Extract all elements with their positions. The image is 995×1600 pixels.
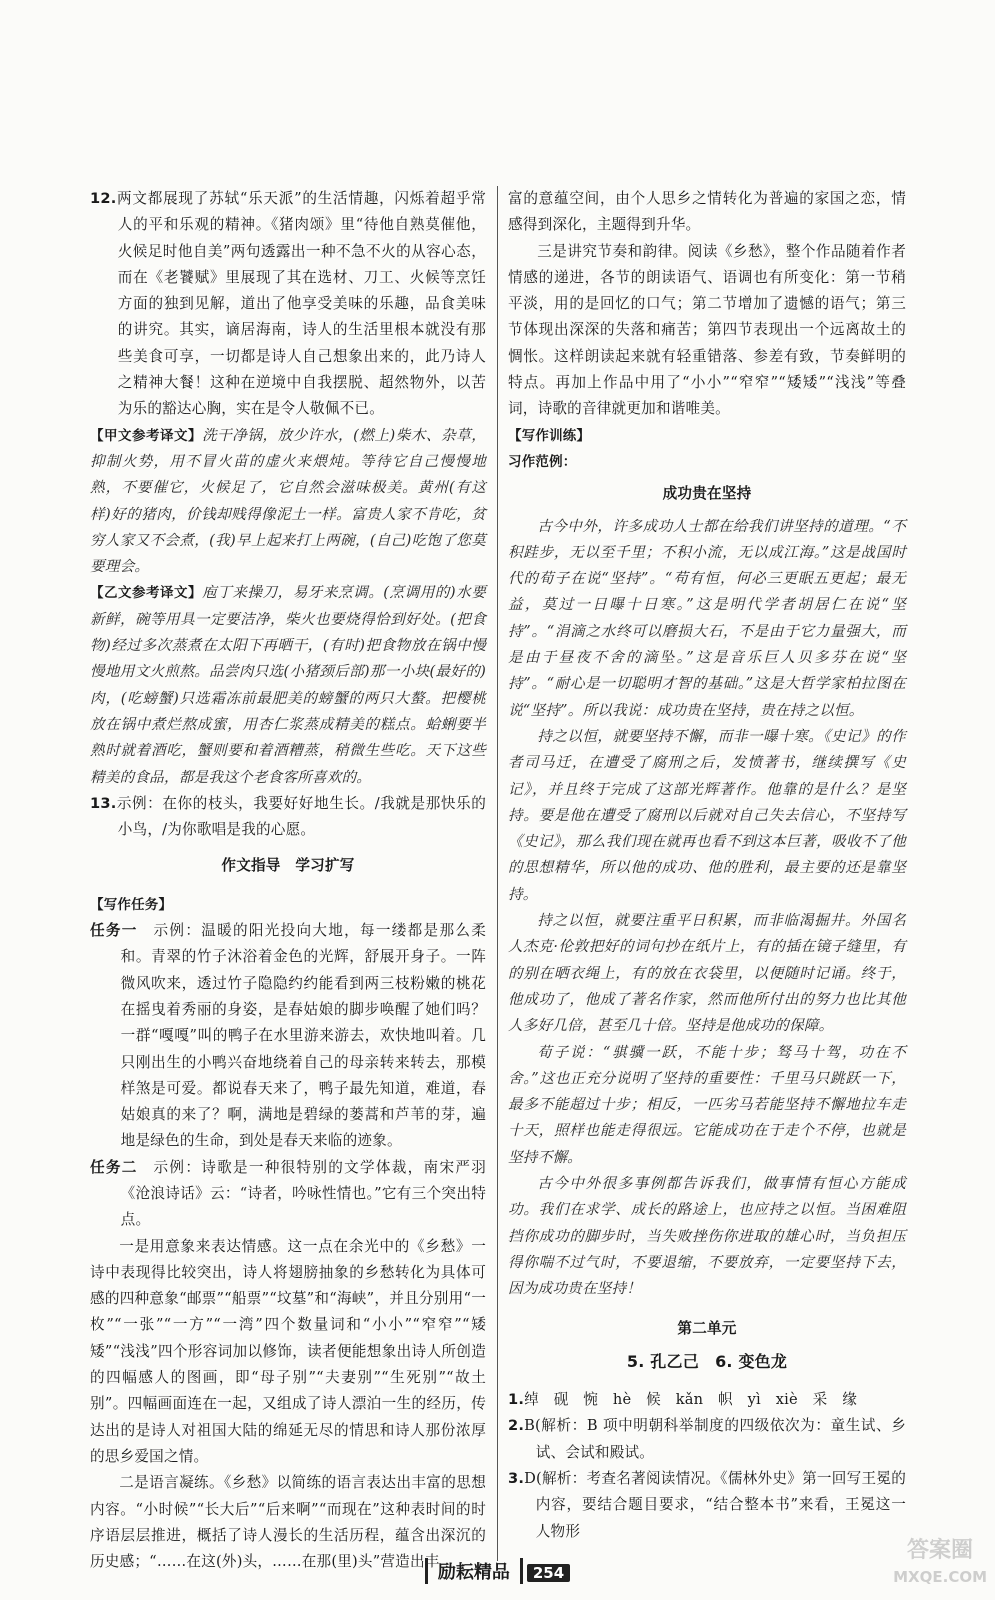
answer-text: 示例：在你的枝头，我要好好地生长。/我就是那快乐的小鸟，/为你歌唱是我的心愿。 [116,794,486,839]
task1-text: 示例：温暖的阳光投向大地，每一缕都是那么柔和。青翠的竹子沐浴着金色的光辉，舒展开身子。一阵微风吹来，透过竹子隐隐约约能看到两三枝粉嫩的桃花在摇曳着秀丽的身姿，是春姑娘的脚步唤醒了她们吗？一群“嘎嘎”叫的鸭子在水里游来游去，欢快地叫着。几只刚出生的小鸭兴奋地绕着自己的母亲转来转去，那模样煞是可爱。都说春天来了，鸭子最先知道，难道，春姑娘真的来了？啊，满地是碧绿的蒌蒿和芦苇的芽，遍地是绿色的生命，到处是春天来临的迹象。 [120,922,487,1150]
jia-translation [90,423,486,581]
task2-label: 任务二 [90,1158,138,1176]
answer-text: B(解析：B 项中明朝科举制度的四级依次为：童生试、乡试、会试和殿试。 [524,1417,906,1461]
watermark-line: MXQE.COM [893,1568,987,1586]
answer-number: 13. [90,794,117,812]
paragraph-2: 二是语言凝练。《乡愁》以简练的语言表达出丰富的思想内容。“小时候”“长大后”“后来啊”“而现在”这种表时间的时序语层层推进，概括了诗人漫长的生活历程，蕴含出深沉的历史感；“……在这(外)头，……在那(里)头”营造出丰 [90,1474,486,1571]
essay-title: 成功贵在坚持 [662,485,752,503]
paragraph-continued: 富的意蕴空间，由个人思乡之情转化为普遍的家国之恋，情感得到深化，主题得到升华。 [508,190,906,234]
answer-text: 绰 砚 惋 hè 候 kǎn 帜 yì xiè 采 缘 [524,1391,858,1409]
paragraph-3: 三是讲究节奏和韵律。阅读《乡愁》，整个作品随着作者情感的递进，各节的朗读语气、语调也有所变化：第一节稍平淡，用的是回忆的口气；第二节增加了遗憾的语气；第三节体现出深深的失落和痛苦；第四节表现出一个远离故土的惆怅。这样朗读起来就有轻重错落、参差有致，节奏鲜明的特点。再加上作品中用了“小小”“窄窄”“矮矮”“浅浅”等叠词，诗歌的音律就更加和谐唯美。 [508,242,906,418]
answer-number: 1. [508,1391,525,1409]
jia-label: 【甲文参考译文】 [90,427,203,444]
answer-1 [508,1387,906,1413]
left-column [90,186,486,1575]
jia-text: 洗干净锅，放少许水，(燃上)柴木、杂草，抑制火势，用不冒火苗的虚火来煨炖。等待它自己慢慢地熟，不要催它，火候足了，它自然会滋味极美。黄州(有这样)好的猪肉，价钱却贱得像泥土一样。富贵人家不肯吃，贫穷人家又不会煮，(我)早上起来打上两碗，(自己)吃饱了您莫要理会。 [90,426,487,576]
task2-text: 示例：诗歌是一种很特别的文学体裁，南宋严羽《沧浪诗话》云：“诗者，吟咏性情也。”它有三个突出特点。 [120,1158,487,1229]
answer-2 [508,1413,906,1466]
essay-paragraph: 古今中外，许多成功人士都在给我们讲坚持的道理。“不积跬步，无以至千里；不积小流，无以成江海。”这是战国时代的荀子在说“坚持”。“苟有恒，何必三更眠五更起；最无益，莫过一日曝十日寒。”这是明代学者胡居仁在说“坚持”。“涓滴之水终可以磨损大石，不是由于它力量强大，而是由于昼夜不舍的滴坠。”这是音乐巨人贝多芬在说“坚持”。“耐心是一切聪明才智的基础。”这是大哲学家柏拉图在说“坚持”。所以我说：成功贵在坚持，贵在持之以恒。 [508,517,906,719]
training-label: 【写作训练】 [508,427,591,444]
brand-name: 励耘精品 [425,1558,523,1584]
answer-3 [508,1466,906,1545]
answer-13 [90,791,486,844]
column-divider [497,186,498,1561]
page-footer [0,1558,995,1584]
essay-paragraph: 持之以恒，就要坚持不懈，而非一曝十寒。《史记》的作者司马迁，在遭受了腐刑之后，发愤著书，继续撰写《史记》，并且终于完成了这部光辉著作。他靠的是什么？是坚持。要是他在遭受了腐刑以后就对自己失去信心，不坚持写《史记》，那么我们现在就再也看不到这本巨著，吸收不了他的思想精华，所以他的成功、他的胜利，最主要的还是靠坚持。 [508,727,906,903]
task1-label: 任务一 [90,922,138,940]
sample-label: 习作范例： [508,453,577,470]
answer-12 [90,186,486,423]
yi-text: 庖丁来操刀，易牙来烹调。(烹调用的)水要新鲜，碗等用具一定要洁净，柴火也要烧得恰到好处。(把食物)经过多次蒸煮在太阳下再晒干，(有时)把食物放在锅中慢慢地用文火煎熬。品尝肉只选(小猪颈后部)那一小块(最好的)肉，(吃螃蟹)只选霜冻前最肥美的螃蟹的两只大螯。把樱桃放在锅中煮烂熬成蜜，用杏仁浆蒸成精美的糕点。蛤蜊要半熟时就着酒吃，蟹则要和着酒糟蒸，稍微生些吃。天下这些精美的食品，都是我这个老食客所喜欢的。 [90,584,487,786]
yi-label: 【乙文参考译文】 [90,585,203,602]
answer-number: 3. [508,1469,525,1487]
task-1 [90,918,486,1155]
page-number: 254 [527,1564,570,1582]
essay-paragraph: 荀子说：“骐骥一跃，不能十步；驽马十驾，功在不舍。”这也正充分说明了坚持的重要性：千里马只跳跃一下，最多不能超过十步；相反，一匹劣马若能坚持不懈地拉车走十天，照样也能走得很远。它能成功在于走个不停，也就是坚持不懈。 [508,1043,906,1166]
answer-number: 12. [90,190,117,207]
task-2 [90,1155,486,1234]
essay-paragraph: 古今中外很多事例都告诉我们，做事情有恒心方能成功。我们在求学、成长的路途上，也应持之以恒。当困难阻挡你成功的脚步时，当失败挫伤你进取的雄心时，当负担压得你喘不过气时，不要退缩，不要放弃，一定要坚持下去，因为成功贵在坚持！ [508,1174,906,1298]
right-column [508,186,906,1545]
answer-number: 2. [508,1417,525,1435]
essay-paragraph: 持之以恒，就要注重平日积累，而非临渴掘井。外国名人杰克·伦敦把好的词句抄在纸片上，有的插在镜子缝里，有的别在晒衣绳上，有的放在衣袋里，以便随时记诵。终于，他成功了，他成了著名作家，然而他所付出的努力也比其他人多好几倍，甚至几十倍。坚持是他成功的保障。 [508,912,906,1035]
task-label: 【写作任务】 [90,896,173,913]
watermark [893,1538,987,1590]
answer-text: D(解析：考查名著阅读情况。《儒林外史》第一回写王冕的内容，要结合题目要求，“结合整本书”来看，王冕这一人物形 [524,1469,906,1540]
answer-text: 两文都展现了苏轼“乐天派”的生活情趣，闪烁着超乎常人的平和乐观的精神。《猪肉颂》里“待他自熟莫催他，火候足时他自美”两句透露出一种不急不火的从容心态，而在《老饕赋》里展现了其在选材、刀工、火候等烹饪方面的独到见解，道出了他享受美味的乐趣，品食美味的讲究。其实，谪居海南，诗人的生活里根本就没有那些美食可享，一切都是诗人自己想象出来的，此乃诗人之精神大餐！这种在逆境中自我摆脱、超然物外，以苦为乐的豁达心胸，实在是令人敬佩不已。 [116,190,486,418]
paragraph-1: 一是用意象来表达情感。这一点在余光中的《乡愁》一诗中表现得比较突出，诗人将翅膀抽象的乡愁转化为具体可感的四种意象“邮票”“船票”“坟墓”和“海峡”，并且分别用“一枚”“一张”“一方”“一湾”四个数量词和“小小”“窄窄”“矮矮”“浅浅”四个形容词加以修饰，读者便能想象出诗人所创造的四幅感人的图画，即“母子别”“夫妻别”“生死别”“故土别”。四幅画面连在一起，又组成了诗人漂泊一生的经历，传达出的是诗人对祖国大陆的绵延无尽的情思和诗人那份浓厚的思乡爱国之情。 [90,1237,486,1465]
watermark-line: 答案圈 [907,1538,974,1563]
lesson-title: 5. 孔乙己 6. 变色龙 [626,1351,788,1371]
yi-translation [90,580,486,790]
section-heading: 作文指导 学习扩写 [221,857,355,875]
unit-title: 第二单元 [677,1320,737,1338]
